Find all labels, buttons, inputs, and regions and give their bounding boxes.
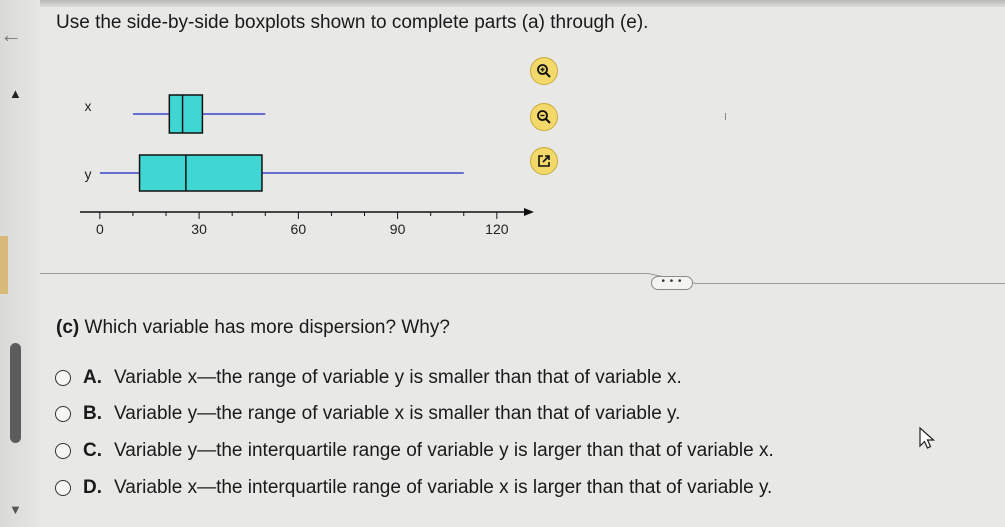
option-b[interactable]: [55, 401, 680, 427]
box-x: [169, 95, 202, 133]
left-rail: [0, 0, 40, 527]
scroll-down-icon[interactable]: ▼: [9, 502, 22, 517]
stray-tick: [725, 113, 726, 120]
x-tick-label: 0: [95, 221, 104, 237]
series-label-y: y: [84, 166, 92, 182]
x-axis-arrow: [524, 208, 534, 216]
external-link-icon: [536, 153, 552, 169]
section-divider-right: [695, 283, 1005, 284]
radio-button[interactable]: [55, 370, 71, 386]
scrollbar-thumb[interactable]: [10, 343, 21, 443]
mouse-cursor-icon: [918, 426, 936, 450]
radio-button[interactable]: [55, 480, 71, 496]
zoom-out-icon: [536, 109, 552, 125]
box-y: [140, 155, 262, 191]
option-text: Variable x—the range of variable y is smaller than that of variable x.: [114, 367, 682, 388]
option-letter: D.: [83, 477, 102, 498]
option-text: Variable y—the interquartile range of variable y is larger than that of variable x.: [114, 440, 774, 461]
x-tick-label: 30: [191, 221, 207, 237]
series-label-x: x: [84, 98, 92, 114]
more-button[interactable]: • • •: [651, 276, 693, 290]
question-text: Use the side-by-side boxplots shown to complete parts (a) through (e).: [56, 12, 649, 33]
external-link-button[interactable]: [530, 147, 558, 175]
option-letter: A.: [83, 367, 102, 388]
option-a[interactable]: [55, 365, 682, 391]
zoom-out-button[interactable]: [530, 103, 558, 131]
part-c-text: Which variable has more dispersion? Why?: [84, 317, 450, 338]
x-tick-label: 60: [290, 221, 307, 237]
option-letter: B.: [83, 403, 102, 424]
part-c-letter: (c): [56, 317, 80, 338]
radio-button[interactable]: [55, 443, 71, 459]
radio-button[interactable]: [55, 406, 71, 422]
zoom-in-icon: [536, 63, 552, 79]
part-c-question: [56, 317, 450, 339]
top-bar: [0, 0, 1005, 7]
x-tick-label: 90: [389, 221, 406, 237]
x-tick-label: 120: [485, 221, 509, 237]
scroll-up-icon[interactable]: ▲: [9, 86, 22, 101]
option-c[interactable]: [55, 438, 774, 464]
section-divider: [40, 273, 648, 274]
option-d[interactable]: [55, 475, 772, 501]
boxplot-chart: [60, 80, 540, 250]
option-letter: C.: [83, 440, 102, 461]
back-arrow-icon[interactable]: ←: [0, 22, 22, 47]
rail-accent: [0, 236, 8, 294]
zoom-in-button[interactable]: [530, 57, 558, 85]
option-text: Variable y—the range of variable x is smaller than that of variable y.: [114, 403, 681, 424]
option-text: Variable x—the interquartile range of variable x is larger than that of variable y.: [114, 477, 773, 498]
